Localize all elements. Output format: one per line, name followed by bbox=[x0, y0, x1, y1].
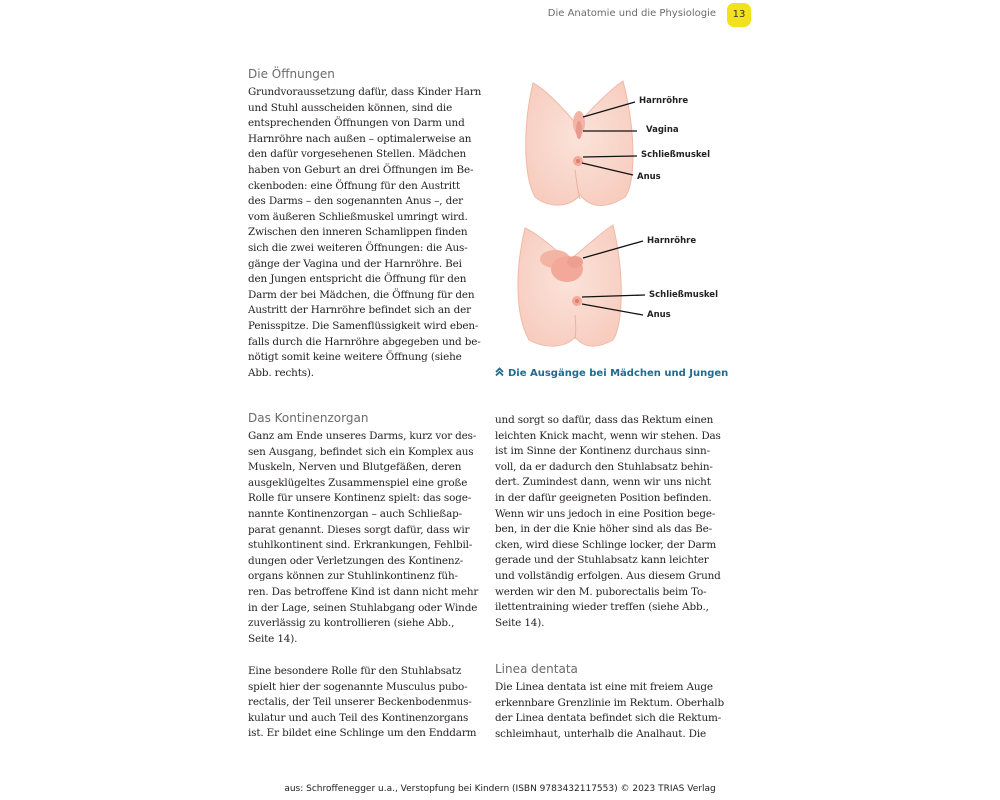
section-body-kontinenzorgan-2: Eine besondere Rolle für den Stuhlabsatz spielt hier der sogenannte Musculus pubo- rectalis, der Teil unserer Beckenbodenmus- kulatur und auch Teil des Kontinenzorgans ist. Er bildet eine Schlinge um den Enddarm bbox=[248, 665, 477, 740]
section-body-oeffnungen: Grundvoraussetzung dafür, dass Kinder Harn und Stuhl ausscheiden können, sind die entsprechenden Öffnungen von Darm und Harnröhre nach außen – optimalerweise an den dafür vorgesehenen Stellen. Mädchen haben von Geburt an drei Öffnungen im Be- ckenboden: eine Öffnung für den Austritt des Darms – den sogenannten Anus –, der vom äußeren Schließmuskel umringt wird. Zwischen den inneren Schamlippen finden sich die zwei weiteren Öffnungen: die Aus- gänge der Vagina und der Harnröhre. Bei den Jungen entspricht die Öffnung für den Darm der bei Mädchen, die Öffnung für den Austritt der Harnröhre befindet sich an der Penisspitze. Die Samenflüssigkeit wird eben- falls durch die Harnröhre abgegeben und be- nötigt somit keine weitere Öffnung (siehe Abb. rechts). bbox=[248, 86, 482, 379]
anatomy-illustration bbox=[495, 75, 740, 355]
page-number-badge: 13 bbox=[727, 3, 751, 27]
girl-anatomy-drawing bbox=[526, 81, 633, 205]
figure-caption-text: Die Ausgänge bei Mädchen und Jungen bbox=[508, 368, 729, 379]
section-heading-kontinenzorgan: Das Kontinenzorgan bbox=[248, 411, 369, 425]
section-body-kontinenzorgan-1: Ganz am Ende unseres Darms, kurz vor des- sen Ausgang, befindet sich ein Komplex aus Muskeln, Nerven und Blutgefäßen, deren ausgeklügeltes Zusammenspiel eine große Rolle für unsere Kontinenz spielt: das soge- nannte Kontinenzorgan – auch Schließap- parat genannt. Dieses sorgt dafür, dass wir stuhlkontinent sind. Erkrankungen, Fehlbil- dungen oder Verletzungen des Kontinenz- organs können zur Stuhlinkontinenz füh- ren. Das betroffene Kind ist dann nicht mehr in der Lage, seinen Stuhlabgang oder Winde zuverlässig zu kontrollieren (siehe Abb., Seite 14). bbox=[248, 430, 479, 645]
chevron-up-icon bbox=[495, 367, 504, 379]
label-girl-schliessmuskel: Schließmuskel bbox=[641, 150, 710, 160]
label-girl-vagina: Vagina bbox=[646, 125, 679, 135]
section-body-linea-dentata: Die Linea dentata ist eine mit freiem Auge erkennbare Grenzlinie im Rektum. Oberhalb der Linea dentata befindet sich die Rektum- schleimhaut, unterhalb die Analhaut. Die bbox=[495, 681, 724, 740]
label-girl-harnroehre: Harnröhre bbox=[639, 96, 689, 106]
running-header-title: Die Anatomie und die Physiologie bbox=[547, 8, 716, 19]
anatomy-figure bbox=[495, 75, 740, 355]
label-boy-anus: Anus bbox=[647, 310, 671, 320]
figure-caption bbox=[495, 367, 728, 379]
footer-citation: aus: Schroffenegger u.a., Verstopfung bei Kindern (ISBN 9783432117553) © 2023 TRIAS Verlag bbox=[284, 784, 716, 794]
boy-anatomy-drawing bbox=[518, 225, 621, 346]
section-heading-linea-dentata: Linea dentata bbox=[495, 662, 578, 676]
label-boy-harnroehre: Harnröhre bbox=[647, 236, 697, 246]
label-girl-anus: Anus bbox=[637, 172, 661, 182]
section-heading-oeffnungen: Die Öffnungen bbox=[248, 67, 335, 81]
section-body-kontinenzorgan-3: und sorgt so dafür, dass das Rektum einen leichten Knick macht, wenn wir stehen. Das ist im Sinne der Kontinenz durchaus sinn- voll, da er dadurch den Stuhlabsatz behin- dert. Zumindest dann, wenn wir uns nicht in der dafür geeigneten Position befinden. Wenn wir uns jedoch in eine Position bege- ben, in der die Knie höher sind als das Be- cken, wird diese Schlinge locker, der Darm gerade und der Stuhlabsatz kann leichter und vollständig erfolgen. Aus diesem Grund werden wir den M. puborectalis beim To- ilettentraining wieder treffen (siehe Abb., Seite 14). bbox=[495, 414, 721, 629]
label-boy-schliessmuskel: Schließmuskel bbox=[649, 290, 718, 300]
